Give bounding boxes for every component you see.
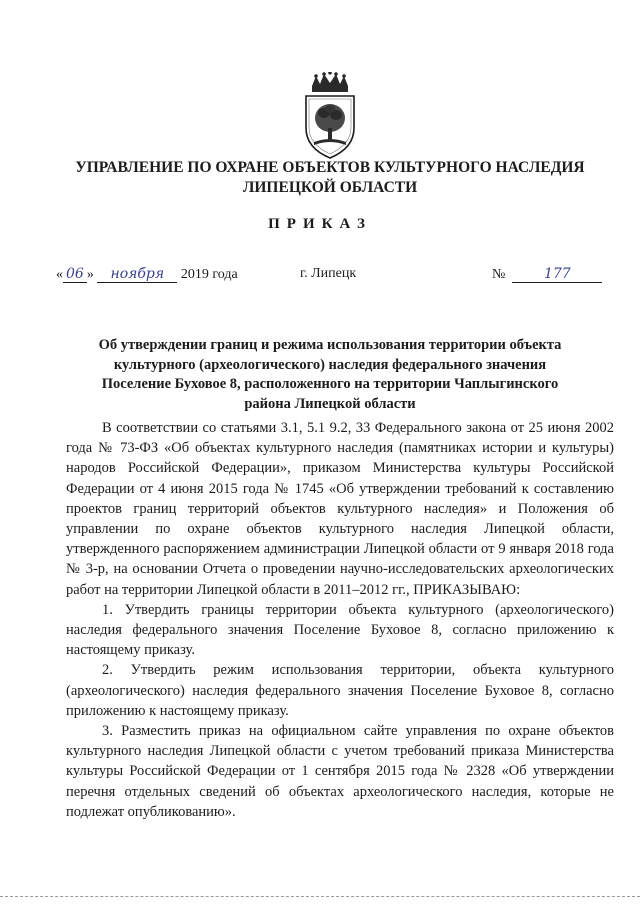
- agency-name-line1: УПРАВЛЕНИЕ ПО ОХРАНЕ ОБЪЕКТОВ КУЛЬТУРНОГО НАСЛЕДИЯ: [75, 159, 585, 176]
- scan-edge-line: [0, 896, 640, 899]
- number-value: 177: [512, 266, 602, 283]
- date-year: 2019 года: [180, 267, 238, 282]
- document-subject: Об утверждении границ и режима использования территории объекта культурного (археологического) наследия федерального значения Поселение Буховое 8, расположенного на территории Чаплыгинского района Липецкой области: [98, 337, 562, 412]
- agency-name-line2: ЛИПЕЦКОЙ ОБЛАСТИ: [242, 179, 418, 196]
- document-number: [492, 266, 602, 283]
- document-city: г. Липецк: [300, 266, 357, 281]
- document-meta-row: [56, 266, 616, 290]
- body-preamble: В соответствии со статьями 3.1, 5.1 9.2, 33 Федерального закона от 25 июня 2002 года № 73-ФЗ «Об объектах культурного наследия (памятниках истории и культуры) народов Российской Федерации», приказом Министерства культуры Российской Федерации от 4 июня 2015 года № 1745 «Об утверждении требований к составлению проектов границ территорий объектов культурного наследия» и Положения об управлении по охране объектов культурного наследия Липецкой области, утвержденного распоряжением администрации Липецкой области от 9 января 2018 года № 3-р, на основании Отчета о проведении научно-исследовательских археологических работ на территории Липецкой области в 2011–2012 гг., ПРИКАЗЫВАЮ:: [66, 420, 614, 598]
- coat-of-arms-icon: [296, 72, 364, 160]
- body-item-1: 1. Утвердить границы территории объекта культурного (археологического) наследия федерального значения Поселение Буховое 8, согласно приложению к настоящему приказу.: [66, 601, 614, 659]
- date-quote-open: «: [56, 267, 63, 282]
- date-quote-close: »: [86, 267, 94, 282]
- document-type-title: ПРИКАЗ: [268, 216, 372, 232]
- body-item-2: 2. Утвердить режим использования территории, объекта культурного (археологического) наследия федерального значения Поселение Буховое 8, согласно приложению к настоящему приказу.: [66, 662, 614, 719]
- agency-name: [40, 158, 620, 198]
- number-label: №: [492, 267, 506, 282]
- date-day: 06: [63, 266, 87, 283]
- document-date: [56, 266, 238, 283]
- date-month: ноября: [97, 266, 177, 283]
- document-body: [66, 418, 614, 822]
- body-item-3: 3. Разместить приказ на официальном сайте управления по охране объектов культурного наследия Липецкой области с учетом требований приказа Министерства культуры Российской Федерации от 1 сентября 2015 года № 2328 «Об утверждении перечня отдельных сведений об объектах археологического наследия, которые не подлежат опубликованию».: [66, 723, 614, 820]
